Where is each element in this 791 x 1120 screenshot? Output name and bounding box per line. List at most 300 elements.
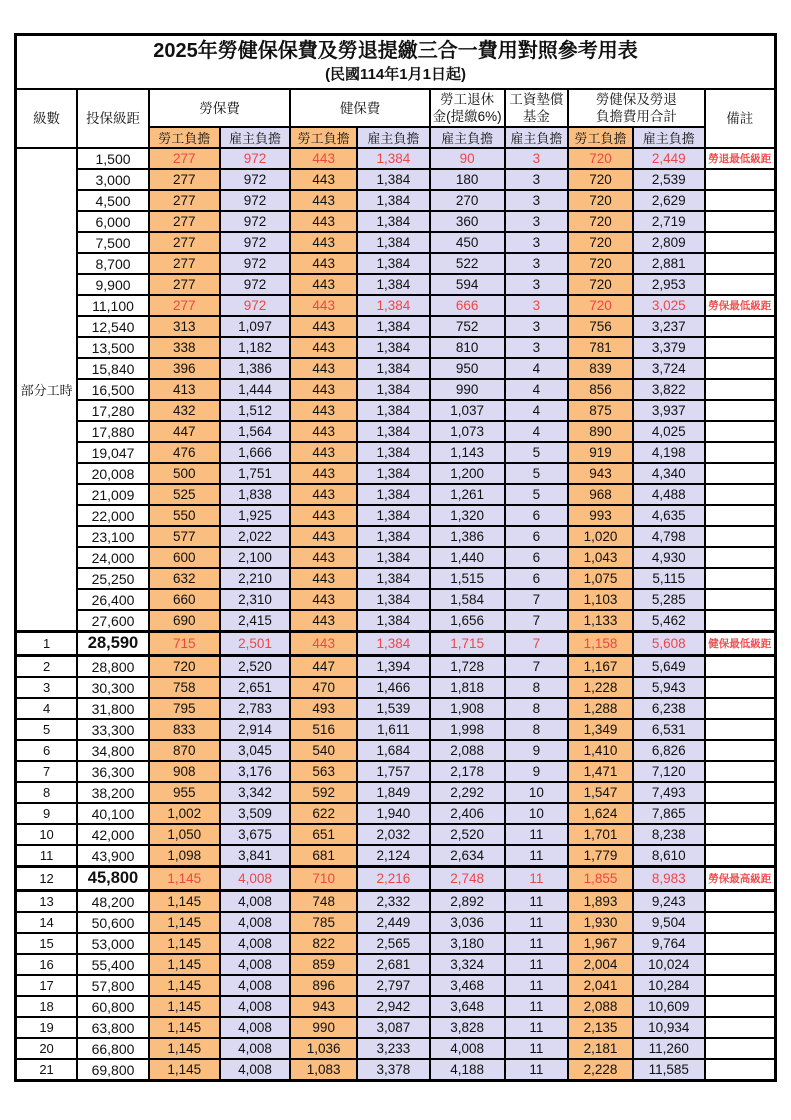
labor-employee-cell: 313: [149, 316, 220, 337]
health-employer-cell: 2,942: [357, 996, 430, 1017]
table-row: [16, 358, 776, 379]
table-row: [16, 295, 776, 316]
health-employee-cell: 540: [290, 740, 357, 761]
health-employee-cell: 443: [290, 379, 357, 400]
health-employer-cell: 1,384: [357, 484, 430, 505]
remark-cell: [705, 400, 776, 421]
header-health-insurance: 健保費: [290, 89, 429, 127]
labor-employee-cell: 758: [149, 677, 220, 698]
health-employee-cell: 563: [290, 761, 357, 782]
fund-employer-cell: 3: [505, 169, 569, 190]
labor-employer-cell: 1,925: [220, 505, 291, 526]
labor-employer-cell: 4,008: [220, 996, 291, 1017]
table-row: [16, 232, 776, 253]
remark-cell: 勞保最低級距: [705, 295, 776, 316]
fund-employer-cell: 11: [505, 975, 569, 996]
total-employee-cell: 1,547: [568, 782, 633, 803]
bracket-cell: 50,600: [77, 912, 149, 933]
bracket-cell: 4,500: [77, 190, 149, 211]
health-employee-cell: 443: [290, 211, 357, 232]
health-employee-cell: 443: [290, 632, 357, 656]
labor-employee-cell: 1,098: [149, 845, 220, 867]
pension-employer-cell: 3,324: [430, 954, 505, 975]
labor-employee-cell: 690: [149, 610, 220, 632]
health-employer-cell: 1,684: [357, 740, 430, 761]
remark-cell: [705, 211, 776, 232]
labor-employer-cell: 972: [220, 232, 291, 253]
fund-employer-cell: 11: [505, 845, 569, 867]
health-employer-cell: 1,384: [357, 358, 430, 379]
labor-employee-cell: 1,145: [149, 933, 220, 954]
header-total-line2: 負擔費用合計: [595, 109, 677, 124]
pension-employer-cell: 752: [430, 316, 505, 337]
fund-employer-cell: 11: [505, 933, 569, 954]
bracket-cell: 57,800: [77, 975, 149, 996]
bracket-cell: 66,800: [77, 1038, 149, 1059]
labor-employer-cell: 4,008: [220, 1038, 291, 1059]
remark-cell: [705, 1038, 776, 1059]
table-row: [16, 698, 776, 719]
labor-employee-cell: 277: [149, 232, 220, 253]
pension-employer-cell: 1,515: [430, 568, 505, 589]
total-employee-cell: 2,004: [568, 954, 633, 975]
total-employee-cell: 2,041: [568, 975, 633, 996]
table-row: [16, 1038, 776, 1059]
labor-employee-cell: 1,145: [149, 954, 220, 975]
fund-employer-cell: 7: [505, 632, 569, 656]
labor-employee-cell: 720: [149, 656, 220, 678]
health-employer-cell: 1,384: [357, 232, 430, 253]
bracket-cell: 8,700: [77, 253, 149, 274]
level-cell: 19: [16, 1017, 78, 1038]
health-employee-cell: 651: [290, 824, 357, 845]
pension-employer-cell: 2,178: [430, 761, 505, 782]
labor-employer-cell: 4,008: [220, 912, 291, 933]
bracket-cell: 60,800: [77, 996, 149, 1017]
table-row: [16, 740, 776, 761]
fund-employer-cell: 3: [505, 316, 569, 337]
total-employer-cell: 7,120: [633, 761, 705, 782]
table-body: [16, 148, 776, 1081]
labor-employer-cell: 4,008: [220, 933, 291, 954]
bracket-cell: 26,400: [77, 589, 149, 610]
remark-cell: [705, 358, 776, 379]
labor-employee-cell: 447: [149, 421, 220, 442]
labor-employer-cell: 972: [220, 253, 291, 274]
health-employer-cell: 1,384: [357, 632, 430, 656]
labor-employer-cell: 1,666: [220, 442, 291, 463]
total-employer-cell: 4,635: [633, 505, 705, 526]
bracket-cell: 63,800: [77, 1017, 149, 1038]
pension-employer-cell: 4,008: [430, 1038, 505, 1059]
table-row: [16, 400, 776, 421]
health-employee-cell: 1,083: [290, 1059, 357, 1081]
header-wage-fund-line1: 工資墊償: [509, 92, 564, 107]
total-employer-cell: 5,608: [633, 632, 705, 656]
total-employer-cell: 7,865: [633, 803, 705, 824]
total-employer-cell: 6,238: [633, 698, 705, 719]
fund-employer-cell: 3: [505, 337, 569, 358]
fund-employer-cell: 3: [505, 211, 569, 232]
header-pension-line1: 勞工退休: [440, 92, 495, 107]
health-employee-cell: 443: [290, 400, 357, 421]
pension-employer-cell: 3,828: [430, 1017, 505, 1038]
level-cell: 17: [16, 975, 78, 996]
bracket-cell: 17,280: [77, 400, 149, 421]
table-row: [16, 761, 776, 782]
labor-employer-cell: 3,509: [220, 803, 291, 824]
bracket-cell: 28,800: [77, 656, 149, 678]
table-row: [16, 782, 776, 803]
table-row: [16, 610, 776, 632]
health-employee-cell: 859: [290, 954, 357, 975]
labor-employee-cell: 338: [149, 337, 220, 358]
bracket-cell: 20,008: [77, 463, 149, 484]
fund-employer-cell: 3: [505, 274, 569, 295]
health-employer-cell: 1,539: [357, 698, 430, 719]
labor-employer-cell: 1,838: [220, 484, 291, 505]
labor-employer-cell: 3,841: [220, 845, 291, 867]
remark-cell: [705, 190, 776, 211]
remark-cell: [705, 996, 776, 1017]
remark-cell: [705, 442, 776, 463]
health-employer-cell: 1,384: [357, 211, 430, 232]
health-employer-cell: 1,384: [357, 547, 430, 568]
fund-employer-cell: 11: [505, 824, 569, 845]
table-row: [16, 211, 776, 232]
fund-employer-cell: 8: [505, 677, 569, 698]
health-employer-cell: 3,378: [357, 1059, 430, 1081]
pension-employer-cell: 1,818: [430, 677, 505, 698]
total-employee-cell: 1,779: [568, 845, 633, 867]
table-row: [16, 316, 776, 337]
level-cell: 5: [16, 719, 78, 740]
total-employee-cell: 968: [568, 484, 633, 505]
fund-employer-cell: 3: [505, 148, 569, 169]
health-employee-cell: 785: [290, 912, 357, 933]
pension-employer-cell: 1,908: [430, 698, 505, 719]
fund-employer-cell: 10: [505, 803, 569, 824]
table-row: [16, 337, 776, 358]
health-employee-cell: 443: [290, 547, 357, 568]
health-employer-cell: 1,384: [357, 337, 430, 358]
remark-cell: [705, 933, 776, 954]
health-employee-cell: 443: [290, 568, 357, 589]
total-employer-cell: 2,629: [633, 190, 705, 211]
pension-employer-cell: 1,386: [430, 526, 505, 547]
labor-employee-cell: 1,145: [149, 1059, 220, 1081]
health-employee-cell: 493: [290, 698, 357, 719]
table-row: [16, 677, 776, 698]
header-labor-insurance: 勞保費: [149, 89, 290, 127]
pension-employer-cell: 180: [430, 169, 505, 190]
labor-employee-cell: 1,145: [149, 891, 220, 913]
remark-cell: [705, 169, 776, 190]
total-employer-cell: 8,610: [633, 845, 705, 867]
bracket-cell: 1,500: [77, 148, 149, 169]
total-employee-cell: 1,075: [568, 568, 633, 589]
total-employer-cell: 4,488: [633, 484, 705, 505]
health-employee-cell: 443: [290, 253, 357, 274]
remark-cell: [705, 803, 776, 824]
total-employee-cell: 720: [568, 211, 633, 232]
bracket-cell: 9,900: [77, 274, 149, 295]
labor-employer-cell: 2,100: [220, 547, 291, 568]
health-employer-cell: 1,757: [357, 761, 430, 782]
health-employer-cell: 1,384: [357, 589, 430, 610]
health-employer-cell: 3,233: [357, 1038, 430, 1059]
health-employee-cell: 447: [290, 656, 357, 678]
pension-employer-cell: 2,634: [430, 845, 505, 867]
pension-employer-cell: 1,320: [430, 505, 505, 526]
total-employer-cell: 9,764: [633, 933, 705, 954]
fund-employer-cell: 4: [505, 421, 569, 442]
health-employer-cell: 2,216: [357, 867, 430, 891]
health-employer-cell: 2,032: [357, 824, 430, 845]
labor-employer-cell: 2,210: [220, 568, 291, 589]
fund-employer-cell: 11: [505, 1017, 569, 1038]
table-row: [16, 719, 776, 740]
labor-employer-cell: 1,182: [220, 337, 291, 358]
remark-cell: [705, 316, 776, 337]
labor-employee-cell: 277: [149, 190, 220, 211]
total-employer-cell: 2,881: [633, 253, 705, 274]
total-employee-cell: 720: [568, 232, 633, 253]
pension-employer-cell: 990: [430, 379, 505, 400]
health-employee-cell: 443: [290, 358, 357, 379]
bracket-cell: 45,800: [77, 867, 149, 891]
health-employee-cell: 622: [290, 803, 357, 824]
table-row: [16, 891, 776, 913]
health-employee-cell: 681: [290, 845, 357, 867]
remark-cell: [705, 379, 776, 400]
total-employer-cell: 3,025: [633, 295, 705, 316]
total-employer-cell: 4,025: [633, 421, 705, 442]
fund-employer-cell: 6: [505, 505, 569, 526]
remark-cell: [705, 589, 776, 610]
labor-employee-cell: 632: [149, 568, 220, 589]
health-employer-cell: 1,384: [357, 148, 430, 169]
bracket-cell: 22,000: [77, 505, 149, 526]
health-employee-cell: 443: [290, 274, 357, 295]
total-employee-cell: 1,133: [568, 610, 633, 632]
total-employee-cell: 1,228: [568, 677, 633, 698]
labor-employee-cell: 908: [149, 761, 220, 782]
total-employee-cell: 756: [568, 316, 633, 337]
bracket-cell: 55,400: [77, 954, 149, 975]
level-cell: 8: [16, 782, 78, 803]
labor-employee-cell: 955: [149, 782, 220, 803]
total-employee-cell: 1,288: [568, 698, 633, 719]
total-employer-cell: 4,340: [633, 463, 705, 484]
remark-cell: [705, 761, 776, 782]
labor-employer-cell: 3,342: [220, 782, 291, 803]
health-employee-cell: 443: [290, 169, 357, 190]
total-employee-cell: 1,167: [568, 656, 633, 678]
total-employee-cell: 875: [568, 400, 633, 421]
total-employer-cell: 3,822: [633, 379, 705, 400]
total-employee-cell: 720: [568, 295, 633, 316]
labor-employee-cell: 277: [149, 169, 220, 190]
table-row: [16, 526, 776, 547]
pension-employer-cell: 1,728: [430, 656, 505, 678]
labor-employee-cell: 277: [149, 211, 220, 232]
health-employee-cell: 443: [290, 316, 357, 337]
table-row: [16, 954, 776, 975]
health-employer-cell: 1,940: [357, 803, 430, 824]
bracket-cell: 30,300: [77, 677, 149, 698]
labor-employee-cell: 833: [149, 719, 220, 740]
total-employee-cell: 1,893: [568, 891, 633, 913]
fund-employer-cell: 11: [505, 1059, 569, 1081]
labor-employee-cell: 525: [149, 484, 220, 505]
bracket-cell: 7,500: [77, 232, 149, 253]
bracket-cell: 16,500: [77, 379, 149, 400]
table-row: [16, 484, 776, 505]
table-row: [16, 379, 776, 400]
pension-employer-cell: 270: [430, 190, 505, 211]
bracket-cell: 36,300: [77, 761, 149, 782]
level-cell: 12: [16, 867, 78, 891]
remark-cell: [705, 677, 776, 698]
health-employee-cell: 990: [290, 1017, 357, 1038]
health-employer-cell: 2,681: [357, 954, 430, 975]
total-employer-cell: 5,462: [633, 610, 705, 632]
labor-employer-cell: 4,008: [220, 975, 291, 996]
fund-employer-cell: 11: [505, 954, 569, 975]
pension-employer-cell: 1,200: [430, 463, 505, 484]
pension-employer-cell: 666: [430, 295, 505, 316]
labor-employee-cell: 1,145: [149, 867, 220, 891]
table-row: [16, 1059, 776, 1081]
fund-employer-cell: 3: [505, 253, 569, 274]
table-row: [16, 867, 776, 891]
labor-employer-cell: 2,914: [220, 719, 291, 740]
level-cell: 16: [16, 954, 78, 975]
labor-employee-cell: 870: [149, 740, 220, 761]
header-wage-fund-line2: 基金: [522, 109, 550, 124]
part-time-merged-cell: 部分工時: [16, 148, 78, 632]
bracket-cell: 34,800: [77, 740, 149, 761]
total-employee-cell: 1,701: [568, 824, 633, 845]
health-employee-cell: 443: [290, 421, 357, 442]
labor-employer-cell: 2,520: [220, 656, 291, 678]
total-employer-cell: 7,493: [633, 782, 705, 803]
header-remark: 備註: [705, 89, 776, 148]
pension-employer-cell: 1,037: [430, 400, 505, 421]
labor-employer-cell: 3,176: [220, 761, 291, 782]
pension-employer-cell: 90: [430, 148, 505, 169]
total-employer-cell: 8,983: [633, 867, 705, 891]
pension-employer-cell: 594: [430, 274, 505, 295]
labor-employee-cell: 1,145: [149, 1017, 220, 1038]
health-employer-cell: 1,384: [357, 190, 430, 211]
table-row: [16, 975, 776, 996]
labor-employer-cell: 972: [220, 169, 291, 190]
total-employer-cell: 5,943: [633, 677, 705, 698]
remark-cell: [705, 824, 776, 845]
level-cell: 3: [16, 677, 78, 698]
bracket-cell: 13,500: [77, 337, 149, 358]
total-employer-cell: 3,237: [633, 316, 705, 337]
table-row: [16, 656, 776, 678]
table-row: [16, 568, 776, 589]
pension-employer-cell: 2,748: [430, 867, 505, 891]
total-employee-cell: 1,043: [568, 547, 633, 568]
remark-cell: [705, 253, 776, 274]
health-employer-cell: 1,384: [357, 442, 430, 463]
labor-employee-cell: 413: [149, 379, 220, 400]
labor-employee-cell: 277: [149, 274, 220, 295]
remark-cell: [705, 698, 776, 719]
bracket-cell: 42,000: [77, 824, 149, 845]
table-row: [16, 803, 776, 824]
fund-employer-cell: 3: [505, 232, 569, 253]
pension-employer-cell: 1,998: [430, 719, 505, 740]
total-employer-cell: 11,585: [633, 1059, 705, 1081]
health-employer-cell: 1,384: [357, 379, 430, 400]
table-row: [16, 442, 776, 463]
total-employee-cell: 1,967: [568, 933, 633, 954]
total-employer-cell: 4,798: [633, 526, 705, 547]
total-employer-cell: 5,115: [633, 568, 705, 589]
header-bracket: 投保級距: [77, 89, 149, 148]
page-subtitle: (民國114年1月1日起): [325, 66, 466, 83]
health-employee-cell: 943: [290, 996, 357, 1017]
remark-cell: [705, 463, 776, 484]
remark-cell: [705, 1017, 776, 1038]
total-employee-cell: 943: [568, 463, 633, 484]
bracket-cell: 12,540: [77, 316, 149, 337]
total-employer-cell: 11,260: [633, 1038, 705, 1059]
table-row: [16, 996, 776, 1017]
remark-cell: [705, 505, 776, 526]
pension-employer-cell: 3,180: [430, 933, 505, 954]
health-employer-cell: 1,611: [357, 719, 430, 740]
fund-employer-cell: 6: [505, 547, 569, 568]
pension-employer-cell: 1,073: [430, 421, 505, 442]
remark-cell: [705, 484, 776, 505]
health-employer-cell: 1,384: [357, 505, 430, 526]
health-employer-cell: 2,124: [357, 845, 430, 867]
health-employee-cell: 443: [290, 442, 357, 463]
remark-cell: 健保最低級距: [705, 632, 776, 656]
health-employer-cell: 2,332: [357, 891, 430, 913]
level-cell: 21: [16, 1059, 78, 1081]
bracket-cell: 40,100: [77, 803, 149, 824]
bracket-cell: 19,047: [77, 442, 149, 463]
total-employee-cell: 1,349: [568, 719, 633, 740]
bracket-cell: 17,880: [77, 421, 149, 442]
pension-employer-cell: 2,088: [430, 740, 505, 761]
labor-employee-cell: 476: [149, 442, 220, 463]
header-health-employee-share: 勞工負擔: [290, 127, 357, 148]
labor-employee-cell: 1,145: [149, 912, 220, 933]
labor-employer-cell: 2,501: [220, 632, 291, 656]
pension-employer-cell: 450: [430, 232, 505, 253]
health-employee-cell: 443: [290, 526, 357, 547]
remark-cell: 勞保最高級距: [705, 867, 776, 891]
bracket-cell: 23,100: [77, 526, 149, 547]
labor-employee-cell: 432: [149, 400, 220, 421]
health-employer-cell: 2,449: [357, 912, 430, 933]
labor-employee-cell: 1,002: [149, 803, 220, 824]
total-employer-cell: 4,198: [633, 442, 705, 463]
total-employer-cell: 3,379: [633, 337, 705, 358]
total-employee-cell: 720: [568, 190, 633, 211]
health-employee-cell: 443: [290, 190, 357, 211]
labor-employer-cell: 2,651: [220, 677, 291, 698]
